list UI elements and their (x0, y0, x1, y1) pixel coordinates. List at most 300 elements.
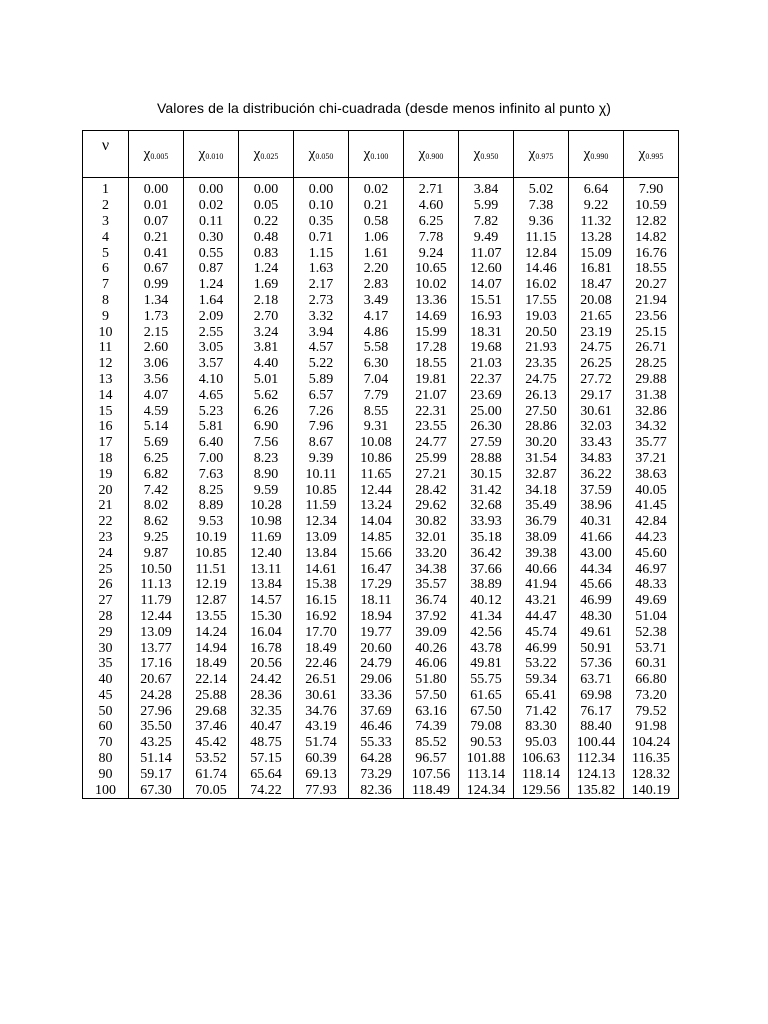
quantile-subscript: 0.025 (260, 151, 279, 161)
chi-value-cell: 63.16 (404, 703, 459, 719)
chi-value-cell: 31.54 (514, 451, 569, 467)
chi-value-cell: 9.36 (514, 214, 569, 230)
chi-value-cell: 13.77 (129, 640, 184, 656)
chi-value-cell: 37.46 (184, 719, 239, 735)
chi-value-cell: 18.55 (404, 356, 459, 372)
chi-value-cell: 57.36 (569, 656, 624, 672)
chi-value-cell: 3.32 (294, 308, 349, 324)
table-row (83, 403, 679, 419)
degrees-of-freedom-cell: 9 (83, 308, 129, 324)
chi-value-cell: 101.88 (459, 751, 514, 767)
chi-value-cell: 14.07 (459, 277, 514, 293)
chi-value-cell: 4.59 (129, 403, 184, 419)
chi-value-cell: 16.81 (569, 261, 624, 277)
chi-value-cell: 5.58 (349, 340, 404, 356)
chi-value-cell: 124.13 (569, 766, 624, 782)
chi-value-cell: 46.06 (404, 656, 459, 672)
chi-value-cell: 73.20 (624, 688, 679, 704)
chi-symbol: χ (473, 145, 481, 162)
chi-symbol: χ (143, 145, 151, 162)
degrees-of-freedom-cell: 24 (83, 545, 129, 561)
chi-value-cell: 5.22 (294, 356, 349, 372)
chi-value-cell: 0.02 (349, 178, 404, 198)
table-row (83, 751, 679, 767)
table-row (83, 277, 679, 293)
chi-value-cell: 36.42 (459, 545, 514, 561)
chi-value-cell: 17.70 (294, 624, 349, 640)
chi-value-cell: 18.49 (184, 656, 239, 672)
table-body (83, 178, 679, 799)
chi-value-cell: 22.46 (294, 656, 349, 672)
chi-value-cell: 1.69 (239, 277, 294, 293)
chi-value-cell: 5.01 (239, 372, 294, 388)
quantile-header (349, 131, 404, 178)
chi-value-cell: 11.51 (184, 561, 239, 577)
chi-value-cell: 65.64 (239, 766, 294, 782)
quantile-subscript: 0.005 (150, 151, 169, 161)
chi-value-cell: 10.98 (239, 514, 294, 530)
chi-value-cell: 0.83 (239, 245, 294, 261)
chi-value-cell: 38.89 (459, 577, 514, 593)
table-row (83, 782, 679, 798)
chi-value-cell: 0.30 (184, 229, 239, 245)
chi-value-cell: 7.96 (294, 419, 349, 435)
quantile-header (404, 131, 459, 178)
chi-value-cell: 36.74 (404, 593, 459, 609)
degrees-of-freedom-cell: 15 (83, 403, 129, 419)
degrees-of-freedom-cell: 45 (83, 688, 129, 704)
table-row (83, 593, 679, 609)
chi-value-cell: 20.27 (624, 277, 679, 293)
chi-value-cell: 41.34 (459, 609, 514, 625)
table-row (83, 545, 679, 561)
chi-value-cell: 17.16 (129, 656, 184, 672)
chi-value-cell: 40.31 (569, 514, 624, 530)
quantile-header (294, 131, 349, 178)
chi-value-cell: 1.34 (129, 293, 184, 309)
chi-symbol: χ (638, 145, 646, 162)
chi-value-cell: 25.88 (184, 688, 239, 704)
chi-value-cell: 67.50 (459, 703, 514, 719)
chi-value-cell: 12.34 (294, 514, 349, 530)
chi-value-cell: 43.78 (459, 640, 514, 656)
chi-value-cell: 45.66 (569, 577, 624, 593)
chi-value-cell: 2.55 (184, 324, 239, 340)
chi-value-cell: 13.84 (239, 577, 294, 593)
chi-value-cell: 11.32 (569, 214, 624, 230)
degrees-of-freedom-cell: 22 (83, 514, 129, 530)
chi-value-cell: 1.61 (349, 245, 404, 261)
chi-value-cell: 25.99 (404, 451, 459, 467)
chi-value-cell: 51.80 (404, 672, 459, 688)
chi-value-cell: 106.63 (514, 751, 569, 767)
chi-value-cell: 3.84 (459, 178, 514, 198)
chi-value-cell: 45.42 (184, 735, 239, 751)
chi-value-cell: 6.26 (239, 403, 294, 419)
degrees-of-freedom-cell: 25 (83, 561, 129, 577)
chi-symbol: χ (363, 145, 371, 162)
chi-value-cell: 7.79 (349, 387, 404, 403)
chi-value-cell: 135.82 (569, 782, 624, 798)
chi-value-cell: 39.09 (404, 624, 459, 640)
chi-value-cell: 3.05 (184, 340, 239, 356)
table-row (83, 766, 679, 782)
chi-value-cell: 0.67 (129, 261, 184, 277)
chi-value-cell: 9.22 (569, 198, 624, 214)
chi-value-cell: 18.31 (459, 324, 514, 340)
chi-value-cell: 59.17 (129, 766, 184, 782)
quantile-header (184, 131, 239, 178)
chi-value-cell: 7.00 (184, 451, 239, 467)
chi-value-cell: 16.76 (624, 245, 679, 261)
quantile-subscript: 0.995 (645, 151, 664, 161)
chi-value-cell: 14.82 (624, 229, 679, 245)
chi-value-cell: 49.69 (624, 593, 679, 609)
chi-value-cell: 60.39 (294, 751, 349, 767)
chi-value-cell: 40.05 (624, 482, 679, 498)
table-row (83, 372, 679, 388)
quantile-subscript: 0.975 (535, 151, 554, 161)
chi-value-cell: 41.45 (624, 498, 679, 514)
chi-value-cell: 34.83 (569, 451, 624, 467)
chi-value-cell: 9.31 (349, 419, 404, 435)
chi-value-cell: 8.23 (239, 451, 294, 467)
chi-value-cell: 0.00 (239, 178, 294, 198)
chi-value-cell: 20.67 (129, 672, 184, 688)
chi-value-cell: 43.19 (294, 719, 349, 735)
table-row (83, 178, 679, 198)
degrees-of-freedom-cell: 12 (83, 356, 129, 372)
chi-value-cell: 18.49 (294, 640, 349, 656)
chi-value-cell: 31.38 (624, 387, 679, 403)
chi-value-cell: 60.31 (624, 656, 679, 672)
chi-value-cell: 37.66 (459, 561, 514, 577)
chi-value-cell: 2.73 (294, 293, 349, 309)
chi-value-cell: 35.57 (404, 577, 459, 593)
chi-value-cell: 14.94 (184, 640, 239, 656)
chi-value-cell: 4.10 (184, 372, 239, 388)
quantile-subscript: 0.900 (425, 151, 444, 161)
chi-value-cell: 14.85 (349, 530, 404, 546)
chi-value-cell: 17.55 (514, 293, 569, 309)
degrees-of-freedom-cell: 90 (83, 766, 129, 782)
chi-value-cell: 15.30 (239, 609, 294, 625)
degrees-of-freedom-cell: 14 (83, 387, 129, 403)
chi-value-cell: 36.22 (569, 466, 624, 482)
chi-value-cell: 53.22 (514, 656, 569, 672)
chi-value-cell: 14.04 (349, 514, 404, 530)
chi-value-cell: 38.96 (569, 498, 624, 514)
chi-value-cell: 2.17 (294, 277, 349, 293)
chi-value-cell: 27.50 (514, 403, 569, 419)
chi-value-cell: 41.66 (569, 530, 624, 546)
chi-value-cell: 46.99 (569, 593, 624, 609)
chi-value-cell: 44.47 (514, 609, 569, 625)
page-title: Valores de la distribución chi-cuadrada (desde menos infinito al punto χ) (156, 100, 612, 116)
chi-value-cell: 32.35 (239, 703, 294, 719)
chi-value-cell: 40.12 (459, 593, 514, 609)
chi-value-cell: 6.40 (184, 435, 239, 451)
chi-value-cell: 43.00 (569, 545, 624, 561)
chi-value-cell: 9.49 (459, 229, 514, 245)
chi-value-cell: 10.86 (349, 451, 404, 467)
chi-value-cell: 16.15 (294, 593, 349, 609)
chi-value-cell: 22.31 (404, 403, 459, 419)
chi-value-cell: 13.28 (569, 229, 624, 245)
chi-value-cell: 40.26 (404, 640, 459, 656)
chi-value-cell: 29.17 (569, 387, 624, 403)
chi-value-cell: 20.08 (569, 293, 624, 309)
table-row (83, 387, 679, 403)
degrees-of-freedom-cell: 70 (83, 735, 129, 751)
chi-value-cell: 69.98 (569, 688, 624, 704)
chi-value-cell: 129.56 (514, 782, 569, 798)
chi-value-cell: 30.61 (569, 403, 624, 419)
chi-value-cell: 2.18 (239, 293, 294, 309)
table-row (83, 498, 679, 514)
chi-value-cell: 57.50 (404, 688, 459, 704)
chi-value-cell: 66.80 (624, 672, 679, 688)
table-row (83, 435, 679, 451)
chi-value-cell: 44.34 (569, 561, 624, 577)
chi-value-cell: 100.44 (569, 735, 624, 751)
chi-value-cell: 52.38 (624, 624, 679, 640)
chi-value-cell: 1.24 (184, 277, 239, 293)
chi-value-cell: 116.35 (624, 751, 679, 767)
degrees-of-freedom-cell: 60 (83, 719, 129, 735)
chi-value-cell: 77.93 (294, 782, 349, 798)
degrees-of-freedom-cell: 21 (83, 498, 129, 514)
table-row (83, 245, 679, 261)
chi-value-cell: 35.18 (459, 530, 514, 546)
chi-value-cell: 21.07 (404, 387, 459, 403)
quantile-header (459, 131, 514, 178)
chi-value-cell: 19.03 (514, 308, 569, 324)
chi-value-cell: 13.24 (349, 498, 404, 514)
chi-symbol: χ (583, 145, 591, 162)
chi-value-cell: 53.71 (624, 640, 679, 656)
chi-value-cell: 91.98 (624, 719, 679, 735)
degrees-of-freedom-cell: 23 (83, 530, 129, 546)
chi-value-cell: 18.11 (349, 593, 404, 609)
chi-value-cell: 0.01 (129, 198, 184, 214)
degrees-of-freedom-cell: 10 (83, 324, 129, 340)
chi-value-cell: 34.38 (404, 561, 459, 577)
table-row (83, 609, 679, 625)
chi-value-cell: 0.10 (294, 198, 349, 214)
chi-value-cell: 10.02 (404, 277, 459, 293)
chi-value-cell: 11.07 (459, 245, 514, 261)
chi-value-cell: 39.38 (514, 545, 569, 561)
chi-value-cell: 38.09 (514, 530, 569, 546)
chi-value-cell: 64.28 (349, 751, 404, 767)
chi-value-cell: 2.15 (129, 324, 184, 340)
chi-value-cell: 6.25 (404, 214, 459, 230)
table-row (83, 229, 679, 245)
chi-value-cell: 13.36 (404, 293, 459, 309)
chi-value-cell: 28.42 (404, 482, 459, 498)
chi-value-cell: 0.02 (184, 198, 239, 214)
chi-value-cell: 5.14 (129, 419, 184, 435)
chi-value-cell: 36.79 (514, 514, 569, 530)
quantile-subscript: 0.950 (480, 151, 499, 161)
chi-value-cell: 26.30 (459, 419, 514, 435)
chi-value-cell: 8.02 (129, 498, 184, 514)
chi-value-cell: 18.94 (349, 609, 404, 625)
chi-value-cell: 0.48 (239, 229, 294, 245)
chi-value-cell: 28.36 (239, 688, 294, 704)
degrees-of-freedom-cell: 40 (83, 672, 129, 688)
chi-value-cell: 43.21 (514, 593, 569, 609)
chi-value-cell: 45.60 (624, 545, 679, 561)
chi-value-cell: 10.11 (294, 466, 349, 482)
chi-value-cell: 13.09 (294, 530, 349, 546)
chi-value-cell: 10.19 (184, 530, 239, 546)
chi-square-table (82, 130, 679, 799)
table-row (83, 514, 679, 530)
chi-value-cell: 44.23 (624, 530, 679, 546)
chi-value-cell: 2.60 (129, 340, 184, 356)
chi-value-cell: 35.49 (514, 498, 569, 514)
chi-value-cell: 0.00 (294, 178, 349, 198)
chi-value-cell: 2.83 (349, 277, 404, 293)
table-row (83, 656, 679, 672)
chi-value-cell: 11.13 (129, 577, 184, 593)
table-row (83, 735, 679, 751)
chi-value-cell: 4.60 (404, 198, 459, 214)
table-row (83, 340, 679, 356)
chi-value-cell: 2.70 (239, 308, 294, 324)
chi-value-cell: 10.50 (129, 561, 184, 577)
degrees-of-freedom-cell: 100 (83, 782, 129, 798)
chi-value-cell: 6.90 (239, 419, 294, 435)
chi-value-cell: 17.29 (349, 577, 404, 593)
chi-value-cell: 5.02 (514, 178, 569, 198)
chi-value-cell: 6.25 (129, 451, 184, 467)
quantile-header (624, 131, 679, 178)
chi-value-cell: 24.75 (514, 372, 569, 388)
chi-value-cell: 7.04 (349, 372, 404, 388)
quantile-subscript: 0.010 (205, 151, 224, 161)
chi-value-cell: 26.25 (569, 356, 624, 372)
chi-value-cell: 46.99 (514, 640, 569, 656)
chi-value-cell: 11.79 (129, 593, 184, 609)
chi-value-cell: 0.55 (184, 245, 239, 261)
chi-value-cell: 10.65 (404, 261, 459, 277)
chi-value-cell: 7.78 (404, 229, 459, 245)
chi-value-cell: 40.47 (239, 719, 294, 735)
chi-value-cell: 0.07 (129, 214, 184, 230)
chi-value-cell: 45.74 (514, 624, 569, 640)
chi-value-cell: 16.47 (349, 561, 404, 577)
chi-value-cell: 21.93 (514, 340, 569, 356)
chi-value-cell: 7.26 (294, 403, 349, 419)
chi-value-cell: 112.34 (569, 751, 624, 767)
chi-value-cell: 0.22 (239, 214, 294, 230)
chi-value-cell: 59.34 (514, 672, 569, 688)
chi-value-cell: 50.91 (569, 640, 624, 656)
chi-value-cell: 74.22 (239, 782, 294, 798)
chi-value-cell: 24.77 (404, 435, 459, 451)
chi-value-cell: 7.56 (239, 435, 294, 451)
chi-value-cell: 14.46 (514, 261, 569, 277)
chi-value-cell: 12.44 (349, 482, 404, 498)
chi-value-cell: 31.42 (459, 482, 514, 498)
chi-value-cell: 124.34 (459, 782, 514, 798)
chi-value-cell: 14.61 (294, 561, 349, 577)
chi-value-cell: 5.62 (239, 387, 294, 403)
chi-value-cell: 90.53 (459, 735, 514, 751)
chi-value-cell: 9.59 (239, 482, 294, 498)
chi-value-cell: 25.00 (459, 403, 514, 419)
degrees-of-freedom-cell: 35 (83, 656, 129, 672)
chi-value-cell: 0.05 (239, 198, 294, 214)
chi-value-cell: 8.25 (184, 482, 239, 498)
chi-value-cell: 70.05 (184, 782, 239, 798)
chi-value-cell: 8.62 (129, 514, 184, 530)
chi-value-cell: 30.82 (404, 514, 459, 530)
chi-value-cell: 0.41 (129, 245, 184, 261)
chi-value-cell: 65.41 (514, 688, 569, 704)
chi-value-cell: 5.99 (459, 198, 514, 214)
chi-value-cell: 33.93 (459, 514, 514, 530)
chi-value-cell: 13.11 (239, 561, 294, 577)
chi-value-cell: 61.65 (459, 688, 514, 704)
table-row (83, 640, 679, 656)
chi-value-cell: 24.42 (239, 672, 294, 688)
chi-value-cell: 35.77 (624, 435, 679, 451)
degrees-of-freedom-cell: 29 (83, 624, 129, 640)
degrees-of-freedom-cell: 28 (83, 609, 129, 625)
chi-symbol: χ (418, 145, 426, 162)
chi-value-cell: 0.87 (184, 261, 239, 277)
degrees-of-freedom-cell: 1 (83, 178, 129, 198)
table-row (83, 419, 679, 435)
chi-value-cell: 12.87 (184, 593, 239, 609)
chi-value-cell: 5.23 (184, 403, 239, 419)
table-row (83, 719, 679, 735)
chi-value-cell: 27.96 (129, 703, 184, 719)
chi-value-cell: 118.49 (404, 782, 459, 798)
chi-value-cell: 48.30 (569, 609, 624, 625)
table-row (83, 214, 679, 230)
chi-value-cell: 15.99 (404, 324, 459, 340)
chi-value-cell: 23.56 (624, 308, 679, 324)
chi-value-cell: 3.81 (239, 340, 294, 356)
chi-value-cell: 3.06 (129, 356, 184, 372)
chi-value-cell: 17.28 (404, 340, 459, 356)
chi-value-cell: 20.56 (239, 656, 294, 672)
chi-value-cell: 6.82 (129, 466, 184, 482)
chi-value-cell: 38.63 (624, 466, 679, 482)
table-row (83, 198, 679, 214)
chi-value-cell: 6.57 (294, 387, 349, 403)
chi-value-cell: 69.13 (294, 766, 349, 782)
table-row (83, 293, 679, 309)
chi-value-cell: 19.81 (404, 372, 459, 388)
chi-value-cell: 140.19 (624, 782, 679, 798)
chi-value-cell: 12.84 (514, 245, 569, 261)
chi-value-cell: 2.71 (404, 178, 459, 198)
chi-value-cell: 96.57 (404, 751, 459, 767)
chi-value-cell: 32.01 (404, 530, 459, 546)
chi-value-cell: 118.14 (514, 766, 569, 782)
quantile-header (514, 131, 569, 178)
chi-value-cell: 1.63 (294, 261, 349, 277)
chi-value-cell: 107.56 (404, 766, 459, 782)
table-row (83, 451, 679, 467)
chi-value-cell: 0.00 (184, 178, 239, 198)
